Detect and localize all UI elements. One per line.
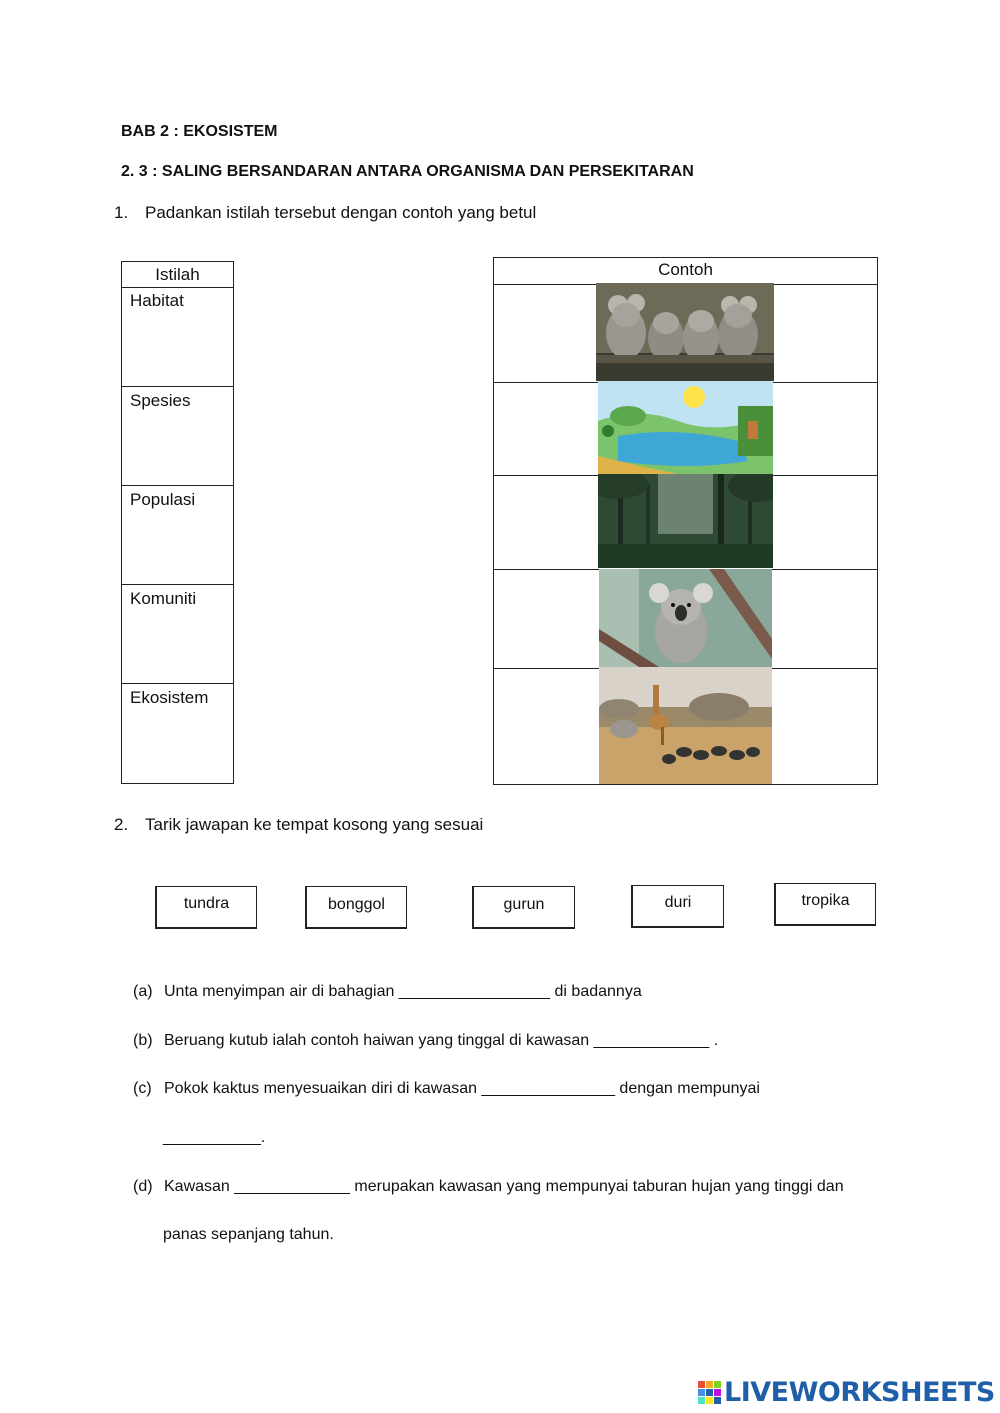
liveworksheets-logo [698,1378,994,1408]
liveworksheets-logo-text: LIVEWORKSHEETS [724,1377,995,1408]
koala-single-photo[interactable] [599,569,772,667]
istilah-ekosistem[interactable]: Ekosistem [122,683,233,783]
istilah-header: Istilah [122,262,233,288]
section-title: 2. 3 : SALING BERSANDARAN ANTARA ORGANISMA DAN PERSEKITARAN [121,163,694,180]
koala-group-photo[interactable] [596,283,774,381]
question-1-text: Padankan istilah tersebut dengan contoh yang betul [145,203,537,222]
question-2-number: 2. [114,815,129,834]
item-c-label: (c) [133,1080,152,1097]
item-b-text[interactable]: Beruang kutub ialah contoh haiwan yang tinggal di kawasan _____________ . [164,1032,719,1049]
question-1-number: 1. [114,203,129,222]
word-gurun[interactable]: gurun [472,886,575,929]
question-2-text: Tarik jawapan ke tempat kosong yang sesuai [145,815,484,834]
liveworksheets-logo-icon [698,1381,722,1405]
chapter-title: BAB 2 : EKOSISTEM [121,123,278,140]
item-b-label: (b) [133,1032,153,1049]
savanna-animals-photo[interactable] [599,667,772,784]
istilah-spesies[interactable]: Spesies [122,386,233,485]
item-a-label: (a) [133,983,153,1000]
item-c-continuation[interactable]: ___________. [163,1129,266,1146]
item-a-text[interactable]: Unta menyimpan air di bahagian _________________ di badannya [164,983,642,1000]
istilah-populasi[interactable]: Populasi [122,485,233,584]
word-bonggol[interactable]: bonggol [305,886,407,929]
item-c-text[interactable]: Pokok kaktus menyesuaikan diri di kawasan _______________ dengan mempunyai [164,1080,760,1097]
contoh-header: Contoh [494,258,877,285]
word-duri[interactable]: duri [631,885,724,928]
item-d-continuation: panas sepanjang tahun. [163,1226,334,1243]
rainforest-photo[interactable] [598,474,773,568]
item-d-text[interactable]: Kawasan _____________ merupakan kawasan yang mempunyai taburan hujan yang tinggi dan [164,1178,844,1195]
istilah-table [121,261,234,784]
word-tundra[interactable]: tundra [155,886,257,929]
istilah-komuniti[interactable]: Komuniti [122,584,233,683]
istilah-habitat[interactable]: Habitat [130,291,184,310]
word-tropika[interactable]: tropika [774,883,876,926]
item-d-label: (d) [133,1178,153,1195]
ecosystem-illustration[interactable] [598,381,773,474]
